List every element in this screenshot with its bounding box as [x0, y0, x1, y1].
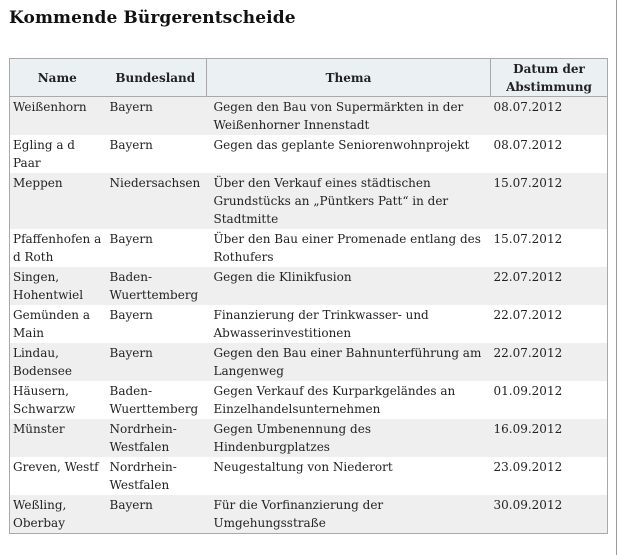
cell-bundesland: Bayern — [105, 495, 207, 534]
referendum-table — [9, 58, 608, 534]
column-header-bundesland: Bundesland — [105, 59, 207, 97]
table-row — [10, 135, 608, 173]
cell-thema: Finanzierung der Trinkwasser- und Abwasserinvestitionen — [207, 305, 491, 343]
window-edge — [616, 0, 617, 555]
table-row — [10, 173, 608, 229]
cell-thema: Gegen den Bau einer Bahnunterführung am Langenweg — [207, 343, 491, 381]
table-row — [10, 381, 608, 419]
table-row — [10, 457, 608, 495]
table-row — [10, 97, 608, 136]
cell-thema: Neugestaltung von Niederort — [207, 457, 491, 495]
table-row — [10, 343, 608, 381]
column-header-datum: Datum der Abstimmung — [491, 59, 608, 97]
cell-bundesland: Nordrhein-Westfalen — [105, 419, 207, 457]
cell-datum: 22.07.2012 — [491, 267, 608, 305]
cell-datum: 15.07.2012 — [491, 173, 608, 229]
cell-bundesland: Bayern — [105, 229, 207, 267]
cell-bundesland: Nordrhein-Westfalen — [105, 457, 207, 495]
column-header-thema: Thema — [207, 59, 491, 97]
cell-bundesland: Bayern — [105, 305, 207, 343]
cell-name: Singen, Hohentwiel — [10, 267, 105, 305]
table-row — [10, 305, 608, 343]
table-header-row — [10, 59, 608, 97]
cell-bundesland: Bayern — [105, 343, 207, 381]
table-row — [10, 419, 608, 457]
table-body — [10, 97, 608, 534]
cell-datum: 23.09.2012 — [491, 457, 608, 495]
cell-name: Greven, Westf — [10, 457, 105, 495]
cell-thema: Über den Verkauf eines städtischen Grundstücks an „Püntkers Patt“ in der Stadtmitte — [207, 173, 491, 229]
cell-name: Pfaffenhofen a d Roth — [10, 229, 105, 267]
cell-name: Häusern, Schwarzw — [10, 381, 105, 419]
cell-name: Meppen — [10, 173, 105, 229]
cell-thema: Gegen Verkauf des Kurparkgeländes an Einzelhandelsunternehmen — [207, 381, 491, 419]
cell-datum: 22.07.2012 — [491, 343, 608, 381]
cell-thema: Gegen das geplante Seniorenwohnprojekt — [207, 135, 491, 173]
cell-name: Münster — [10, 419, 105, 457]
cell-bundesland: Bayern — [105, 135, 207, 173]
table-row — [10, 267, 608, 305]
cell-bundesland: Baden-Wuerttemberg — [105, 267, 207, 305]
cell-thema: Gegen den Bau von Supermärkten in der Weißenhorner Innenstadt — [207, 97, 491, 136]
table-row — [10, 495, 608, 534]
cell-thema: Über den Bau einer Promenade entlang des Rothufers — [207, 229, 491, 267]
cell-name: Lindau, Bodensee — [10, 343, 105, 381]
cell-name: Weßling, Oberbay — [10, 495, 105, 534]
cell-name: Egling a d Paar — [10, 135, 105, 173]
cell-bundesland: Baden-Wuerttemberg — [105, 381, 207, 419]
cell-bundesland: Niedersachsen — [105, 173, 207, 229]
cell-name: Gemünden a Main — [10, 305, 105, 343]
cell-datum: 30.09.2012 — [491, 495, 608, 534]
cell-datum: 08.07.2012 — [491, 135, 608, 173]
cell-datum: 08.07.2012 — [491, 97, 608, 136]
cell-name: Weißenhorn — [10, 97, 105, 136]
cell-thema: Für die Vorfinanzierung der Umgehungsstraße — [207, 495, 491, 534]
cell-datum: 16.09.2012 — [491, 419, 608, 457]
column-header-name: Name — [10, 59, 105, 97]
page-title: Kommende Bürgerentscheide — [9, 8, 296, 28]
cell-datum: 01.09.2012 — [491, 381, 608, 419]
table-row — [10, 229, 608, 267]
cell-bundesland: Bayern — [105, 97, 207, 136]
cell-thema: Gegen die Klinikfusion — [207, 267, 491, 305]
cell-datum: 22.07.2012 — [491, 305, 608, 343]
cell-thema: Gegen Umbenennung des Hindenburgplatzes — [207, 419, 491, 457]
cell-datum: 15.07.2012 — [491, 229, 608, 267]
